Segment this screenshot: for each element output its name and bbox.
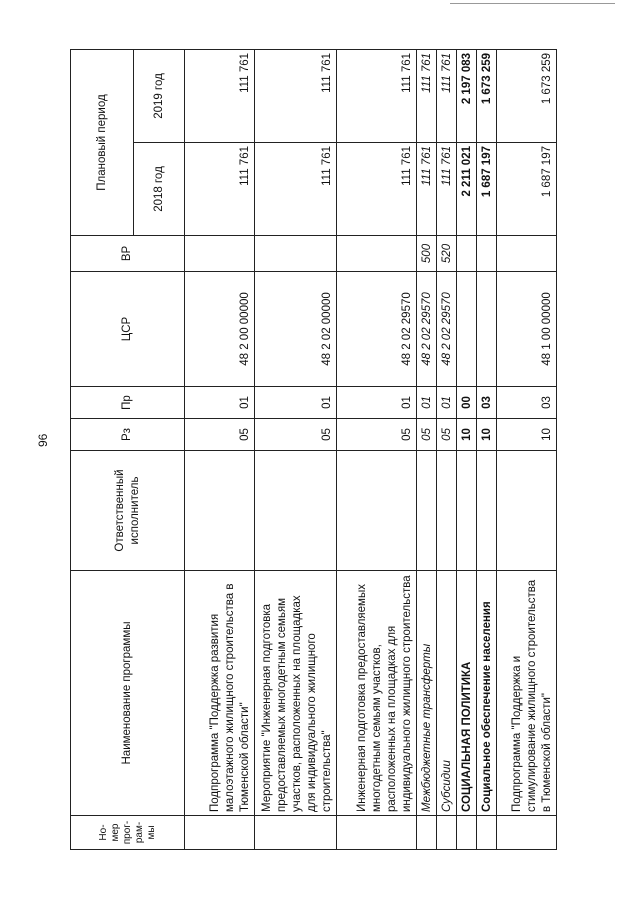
cell-vr <box>255 236 337 272</box>
cell-y2018: 1 687 197 <box>477 143 497 236</box>
cell-rz: 05 <box>417 419 437 451</box>
cell-csr <box>457 272 477 387</box>
cell-y2019: 111 761 <box>437 49 457 142</box>
cell-name: Подпрограмма "Поддержка развития малоэтажного жилищного строительства в Тюменской области" <box>185 571 255 816</box>
cell-y2018: 111 761 <box>255 143 337 236</box>
cell-csr: 48 2 02 00000 <box>255 272 337 387</box>
table-row <box>255 49 337 849</box>
cell-vr <box>185 236 255 272</box>
cell-num <box>437 816 457 850</box>
cell-vr: 520 <box>437 236 457 272</box>
header-2018: 2018 год <box>134 143 185 236</box>
table-row <box>437 49 457 849</box>
cell-rz: 10 <box>477 419 497 451</box>
cell-exec <box>477 451 497 571</box>
cell-num <box>417 816 437 850</box>
cell-pr: 01 <box>255 387 337 419</box>
cell-rz: 10 <box>497 419 557 451</box>
cell-csr: 48 2 02 29570 <box>337 272 417 387</box>
header-csr: ЦСР <box>71 272 185 387</box>
cell-y2018: 111 761 <box>417 143 437 236</box>
cell-csr: 48 2 02 29570 <box>437 272 457 387</box>
header-rz: Рз <box>71 419 185 451</box>
cell-num <box>477 816 497 850</box>
table-row <box>457 49 477 849</box>
cell-y2018: 1 687 197 <box>497 143 557 236</box>
header-exec: Ответственный исполнитель <box>71 451 185 571</box>
cell-pr: 01 <box>337 387 417 419</box>
cell-pr: 00 <box>457 387 477 419</box>
cell-name: СОЦИАЛЬНАЯ ПОЛИТИКА <box>457 571 477 816</box>
cell-rz: 05 <box>185 419 255 451</box>
cell-num <box>457 816 477 850</box>
cell-exec <box>185 451 255 571</box>
cell-vr <box>457 236 477 272</box>
cell-exec <box>437 451 457 571</box>
cell-name: Субсидии <box>437 571 457 816</box>
cell-y2019: 1 673 259 <box>477 49 497 142</box>
cell-exec <box>255 451 337 571</box>
cell-exec <box>497 451 557 571</box>
cell-y2018: 111 761 <box>185 143 255 236</box>
cell-vr <box>477 236 497 272</box>
table-row <box>417 49 437 849</box>
cell-name: Межбюджетные трансферты <box>417 571 437 816</box>
cell-rz: 10 <box>457 419 477 451</box>
cell-csr: 48 2 02 29570 <box>417 272 437 387</box>
header-vr: ВР <box>71 236 185 272</box>
cell-num <box>497 816 557 850</box>
cell-y2019: 111 761 <box>255 49 337 142</box>
cell-y2018: 111 761 <box>437 143 457 236</box>
cell-y2019: 2 197 083 <box>457 49 477 142</box>
table-row <box>497 49 557 849</box>
header-2019: 2019 год <box>134 49 185 142</box>
cell-exec <box>417 451 437 571</box>
header-pr: Пр <box>71 387 185 419</box>
cell-name: Инженерная подготовка предоставляемых многодетным семьям участков, расположенных на площадках для индивидуального жилищного строительства <box>337 571 417 816</box>
cell-y2018: 2 211 021 <box>457 143 477 236</box>
cell-y2018: 111 761 <box>337 143 417 236</box>
cell-pr: 01 <box>185 387 255 419</box>
cell-pr: 03 <box>497 387 557 419</box>
cell-pr: 01 <box>437 387 457 419</box>
cell-name: Подпрограмма "Поддержка и стимулирование жилищного строительства в Тюменской области" <box>497 571 557 816</box>
table-row <box>337 49 417 849</box>
cell-y2019: 1 673 259 <box>497 49 557 142</box>
cell-num <box>185 816 255 850</box>
cell-exec <box>457 451 477 571</box>
cell-name: Мероприятие "Инженерная подготовка предоставляемых многодетным семьям участков, расположенных на площадках для индивидуального жилищного строительства" <box>255 571 337 816</box>
top-rule <box>450 3 615 4</box>
rotated-table-wrapper <box>70 50 630 850</box>
cell-y2019: 111 761 <box>337 49 417 142</box>
cell-y2019: 111 761 <box>417 49 437 142</box>
cell-rz: 05 <box>337 419 417 451</box>
table-row <box>477 49 497 849</box>
cell-exec <box>337 451 417 571</box>
table-row <box>185 49 255 849</box>
page-number: 96 <box>36 433 50 447</box>
cell-vr <box>497 236 557 272</box>
cell-num <box>255 816 337 850</box>
cell-name: Социальное обеспечение населения <box>477 571 497 816</box>
cell-vr <box>337 236 417 272</box>
cell-csr: 48 1 00 00000 <box>497 272 557 387</box>
table-body <box>185 49 557 849</box>
cell-rz: 05 <box>255 419 337 451</box>
cell-pr: 01 <box>417 387 437 419</box>
header-name: Наименование программы <box>71 571 185 816</box>
header-num: Но-мер прог-рам-мы <box>71 816 185 850</box>
budget-table <box>70 49 557 850</box>
cell-num <box>337 816 417 850</box>
header-period: Плановый период <box>71 49 134 235</box>
cell-vr: 500 <box>417 236 437 272</box>
cell-rz: 05 <box>437 419 457 451</box>
cell-pr: 03 <box>477 387 497 419</box>
cell-y2019: 111 761 <box>185 49 255 142</box>
cell-csr <box>477 272 497 387</box>
cell-csr: 48 2 00 00000 <box>185 272 255 387</box>
